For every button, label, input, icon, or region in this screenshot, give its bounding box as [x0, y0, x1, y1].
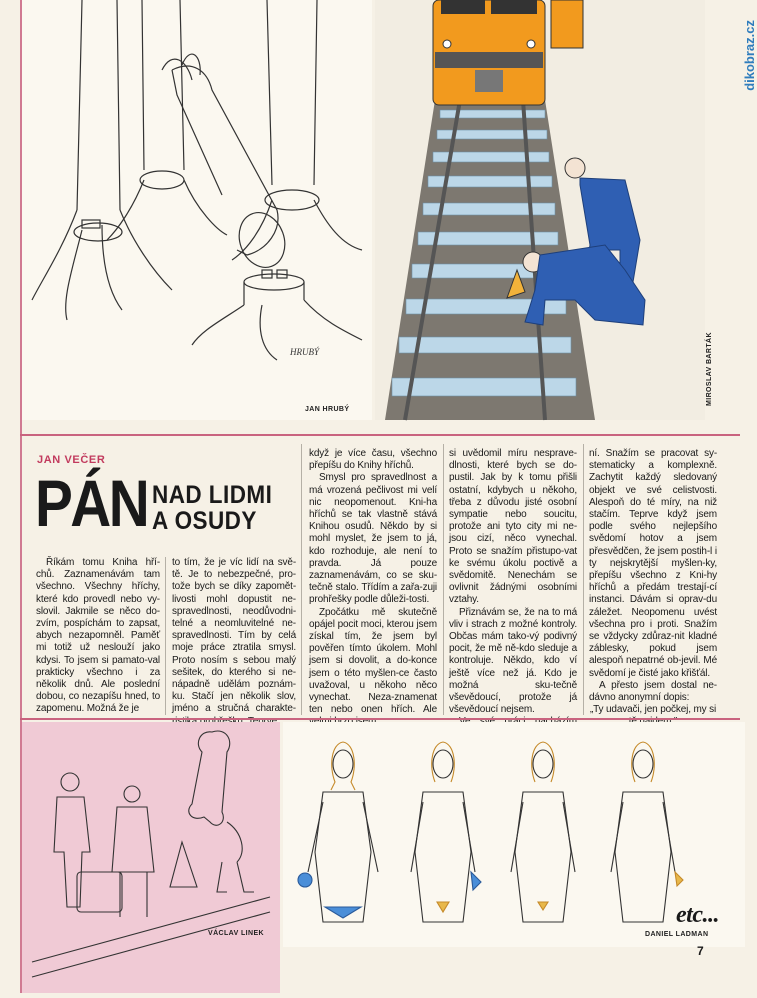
paragraph: Říkám tomu Kniha hří-chů. Zaznamenávám tam všechno. Všechny hříchy, které kdo provedl nebo vy-slovil. Jakmile se něco do-zvím, pospíchám to zapsat, abych nezapomněl. Paměť mi totiž už neslouží jako kdysi. To jsem si pamato-val prakticky všechno i za několik dnů. Ale poslední dobou, co nezapíšu hned, to zapomenu. Možná že je	[36, 557, 160, 715]
cartoon-credit-ladman: DANIEL LADMAN	[645, 931, 709, 938]
paragraph: Smysl pro spravedlnost a má vrozená pečlivost mi velí nic neopomenout. Kni-ha hříchů se tak vlastně stává Knihou osudů. Někdo by si mohl myslet, že jsem to já, kdo rozhoduje, ale není to pravda. Já pouze zaznamenávám, co se sku-tečně stalo. Třídím a zařa-zuji prohřešky podle důleži-tosti.	[309, 472, 437, 606]
cartoon-trees	[22, 0, 372, 420]
article-column-4	[449, 448, 577, 741]
title-sub-line2: A OSUDY	[152, 507, 257, 536]
article-title-sub	[152, 482, 272, 535]
article-column-3	[309, 448, 437, 729]
train-drawing	[375, 0, 705, 420]
column-rule	[165, 557, 166, 715]
column-rule	[443, 444, 444, 715]
cartoon-signature: HRUBÝ	[290, 347, 319, 357]
paragraph: A přesto jsem dostal ne-dávno anonymní dopis:	[589, 679, 717, 704]
top-divider	[20, 434, 740, 436]
article-column-2	[172, 557, 296, 728]
article-author: JAN VEČER	[37, 454, 106, 466]
trees-drawing	[22, 0, 372, 420]
bottom-divider	[20, 718, 740, 720]
paragraph: když je více času, všechno přepíšu do Knihy hříchů.	[309, 448, 437, 472]
paragraph: si uvědomil míru nesprave-dlnosti, které bych se do-pustil. Jak by k tomu přišli ostatní, kdybych u někoho, třeba z důvodu jisté osobní sympatie nebo soucitu, protože ani tyto city mi ne-jsou cizí, něco vynechal. Proto se snažím přistupo-vat ke svému úkolu poctivě a svědomitě. Nenechám se ovlivnit žádnými osobními vztahy.	[449, 448, 577, 606]
cartoon-credit-linek: VÁCLAV LINEK	[208, 930, 265, 937]
pedestrians-drawing	[22, 722, 280, 993]
article-column-1	[36, 557, 160, 716]
article-title-main: PÁN	[35, 466, 148, 540]
paragraph: Zpočátku mě skutečně opájel pocit moci, kterou jsem získal tím, že jsem byl pověřen tímto úkolem. Mohl jsem si dovolit, a do-konce jsem o této myšlen-ce často uvažoval, u někoho něco vynechat. Neza-znamenat ten nebo onen hřích. Ale	[309, 606, 437, 716]
cartoon-pink-panel	[22, 722, 280, 993]
paragraph: to tím, že je víc lidí na svě-tě. Je to nebezpečné, pro-tože bych se díky zapomět-livosti mohl dopustit ne-spravedlnosti, neodůvodni-telné a neomluvitelné ne-spravedlnosti. Tím by celá moje práce ztratila smysl. Proto nosím s sebou malý sešitek, do kterého si ne-nápadně udělám poznám-ku. Stačí jen několik slov, jméno a stručná charakte-	[172, 557, 296, 715]
cartoon-credit-hruby: JAN HRUBÝ	[305, 406, 350, 413]
title-sub-line1: NAD LIDMI	[152, 481, 273, 509]
paragraph: „Ty udavači, jen počkej, my si	[589, 704, 717, 716]
column-rule	[301, 444, 302, 715]
watermark: dikobraz.cz	[742, 20, 757, 91]
cartoon-train	[375, 0, 705, 420]
column-rule	[583, 444, 584, 715]
etc-logo: etc...	[676, 902, 719, 928]
paragraph: ní. Snažím se pracovat sy-stematicky a komplexně. Zachytit každý sledovaný objekt ve své celistvosti. Alespoň do té míry, na niž stačím. Teprve když jsem podle svého nejlepšího svědomí hotov a jsem přesvědčen, že jsem postih-l i ty nejskrytější myšlen-ky, přepíšu všechno z Kni-hy hříchů a předám trestají-cí instanci. Dávám si oprav-du záležet. Neopomenu uvést všechna pro i proti. Snažím se vždycky zdůraz-nit kladné záblesky, pokud jsem alespoň nepatrné ob-jevil. Mé svědomí je čisté jako křišťál.	[589, 448, 717, 679]
article-column-5	[589, 448, 717, 729]
paragraph: Přiznávám se, že na to má vliv i strach z možné kontroly. Občas mám tako-vý podivný pocit, že mě ně-kdo sleduje a kontroluje. Někdo, kdo ví ještě více než já. Kdo je možná sku-tečně vševědoucí, protože já vševědoucí nejsem.	[449, 606, 577, 716]
cartoon-credit-bartak: MIROSLAV BARTÁK	[706, 332, 713, 406]
page-number: 7	[697, 944, 704, 958]
